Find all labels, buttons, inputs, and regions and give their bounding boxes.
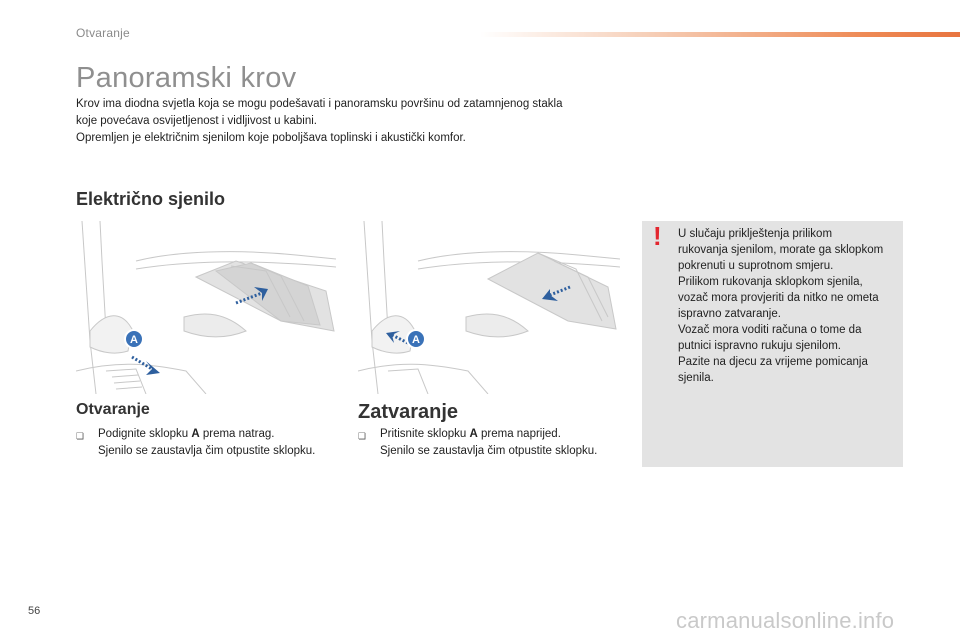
checkbox-bullet-icon: ❏ xyxy=(76,431,85,441)
intro-paragraph xyxy=(76,96,636,147)
opening-step-text: Podignite sklopku xyxy=(98,428,192,440)
intro-line: Krov ima diodna svjetla koja se mogu podešavati i panoramsku površinu od zatamnjenog stakla xyxy=(76,98,563,110)
closing-step-text: Pritisnite sklopku xyxy=(380,428,470,440)
switch-key-label: A xyxy=(191,428,200,440)
warning-line: putnici ispravno rukuju sjenilom. xyxy=(678,340,841,352)
warning-line: rukovanja sjenilom, morate ga sklopkom xyxy=(678,244,884,256)
closing-instructions xyxy=(358,426,628,460)
warning-line: pokrenuti u suprotnom smjeru. xyxy=(678,260,834,272)
warning-icon: ! xyxy=(653,221,662,251)
watermark: carmanualsonline.info xyxy=(676,608,895,633)
figure-closing-blind xyxy=(358,221,620,394)
section-label: Otvaranje xyxy=(76,26,130,40)
warning-line: Vozač mora voditi računa o tome da xyxy=(678,324,862,336)
page-number: 56 xyxy=(28,605,41,617)
warning-line: sjenila. xyxy=(678,372,714,384)
closing-step-note: Sjenilo se zaustavlja čim otpustite sklopku. xyxy=(380,445,598,457)
figure-badge-a: A xyxy=(130,334,138,346)
closing-step-text: prema naprijed. xyxy=(477,428,561,440)
opening-step-line xyxy=(98,426,346,443)
intro-line: Opremljen je električnim sjenilom koje poboljšava toplinski i akustički komfor. xyxy=(76,132,466,144)
warning-line: Prilikom rukovanja sklopkom sjenila, xyxy=(678,276,863,288)
warning-line: vozač mora provjeriti da nitko ne ometa xyxy=(678,292,879,304)
checkbox-bullet-icon: ❏ xyxy=(358,431,367,441)
figure-opening-blind xyxy=(76,221,336,394)
opening-step-text: prema natrag. xyxy=(199,428,275,440)
figure-badge-a: A xyxy=(412,334,420,346)
opening-instructions xyxy=(76,426,346,460)
opening-heading: Otvaranje xyxy=(76,401,150,418)
switch-key-label: A xyxy=(469,428,478,440)
warning-line: ispravno zatvaranje. xyxy=(678,308,781,320)
opening-step-note: Sjenilo se zaustavlja čim otpustite sklopku. xyxy=(98,445,316,457)
closing-heading: Zatvaranje xyxy=(358,401,459,423)
warning-line: U slučaju priklještenja prilikom xyxy=(678,228,833,240)
page-title: Panoramski krov xyxy=(76,62,297,94)
warning-text xyxy=(678,226,902,386)
section-heading: Električno sjenilo xyxy=(76,189,226,209)
closing-step-line xyxy=(380,426,628,443)
header-accent-bar xyxy=(480,32,960,37)
warning-line: Pazite na djecu za vrijeme pomicanja xyxy=(678,356,868,368)
intro-line: koje povećava osvijetljenost i vidljivost u kabini. xyxy=(76,115,317,127)
